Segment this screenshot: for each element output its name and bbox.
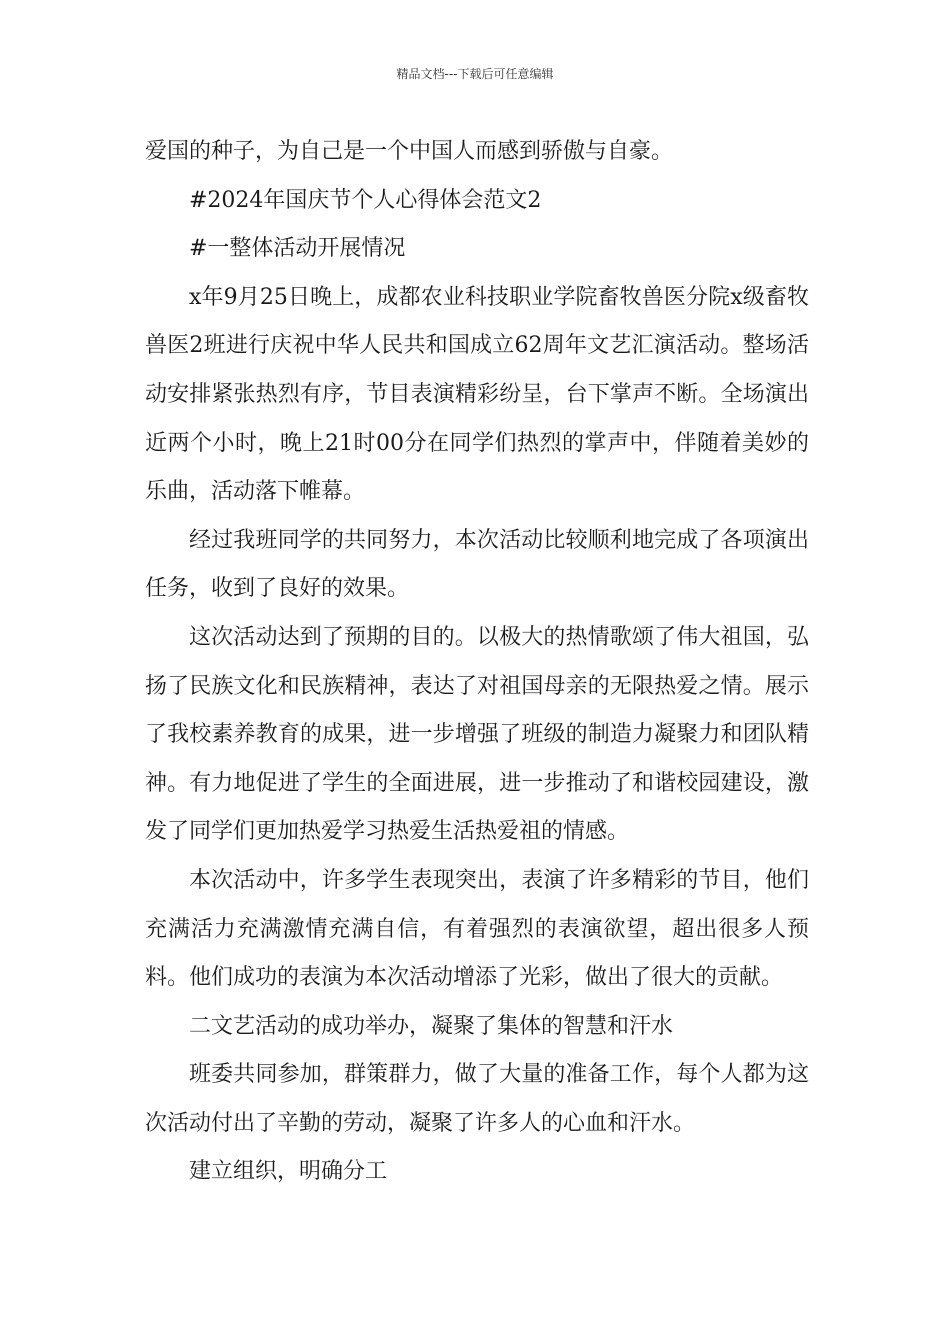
paragraph-students: 本次活动中，许多学生表现突出，表演了许多精彩的节目，他们充满活力充满激情充满自信，有着强烈的表演欲望，超出很多人预料。他们成功的表演为本次活动增添了光彩，做出了很大的贡献。	[145, 867, 809, 991]
paragraph-purpose: 这次活动达到了预期的目的。以极大的热情歌颂了伟大祖国，弘扬了民族文化和民族精神，表达了对祖国母亲的无限热爱之情。展示了我校素养教育的成果，进一步增强了班级的制造力凝聚力和团队精神。有力地促进了学生的全面进展，进一步推动了和谐校园建设，激发了同学们更加热爱学习热爱生活热爱祖的情感。	[145, 624, 809, 845]
document-body	[145, 128, 809, 1197]
section-heading-overview: #一整体活动开展情况	[189, 236, 406, 262]
section-title-fanwen-2: #2024年国庆节个人心得体会范文2	[189, 187, 542, 213]
paragraph-committee: 班委共同参加，群策群力，做了大量的准备工作，每个人都为这次活动付出了辛勤的劳动，凝聚了许多人的心血和汗水。	[145, 1062, 809, 1136]
paragraph-event-summary: x年9月25日晚上，成都农业科技职业学院畜牧兽医分院x级畜牧兽医2班进行庆祝中华人民共和国成立62周年文艺汇演活动。整场活动安排紧张热烈有序，节目表演精彩纷呈，台下掌声不断。全场演出近两个小时，晚上21时00分在同学们热烈的掌声中，伴随着美妙的乐曲，活动落下帷幕。	[145, 284, 809, 505]
paragraph-1: 爱国的种子，为自己是一个中国人而感到骄傲与自豪。	[145, 139, 674, 164]
section-heading-organization: 建立组织，明确分工	[189, 1159, 388, 1185]
section-heading-success: 二文艺活动的成功举办，凝聚了集体的智慧和汗水	[189, 1013, 674, 1039]
paragraph-effort: 经过我班同学的共同努力，本次活动比较顺利地完成了各项演出任务，收到了良好的效果。	[145, 527, 809, 602]
page-header: 精品文档---下载后可任意编辑	[396, 67, 554, 81]
